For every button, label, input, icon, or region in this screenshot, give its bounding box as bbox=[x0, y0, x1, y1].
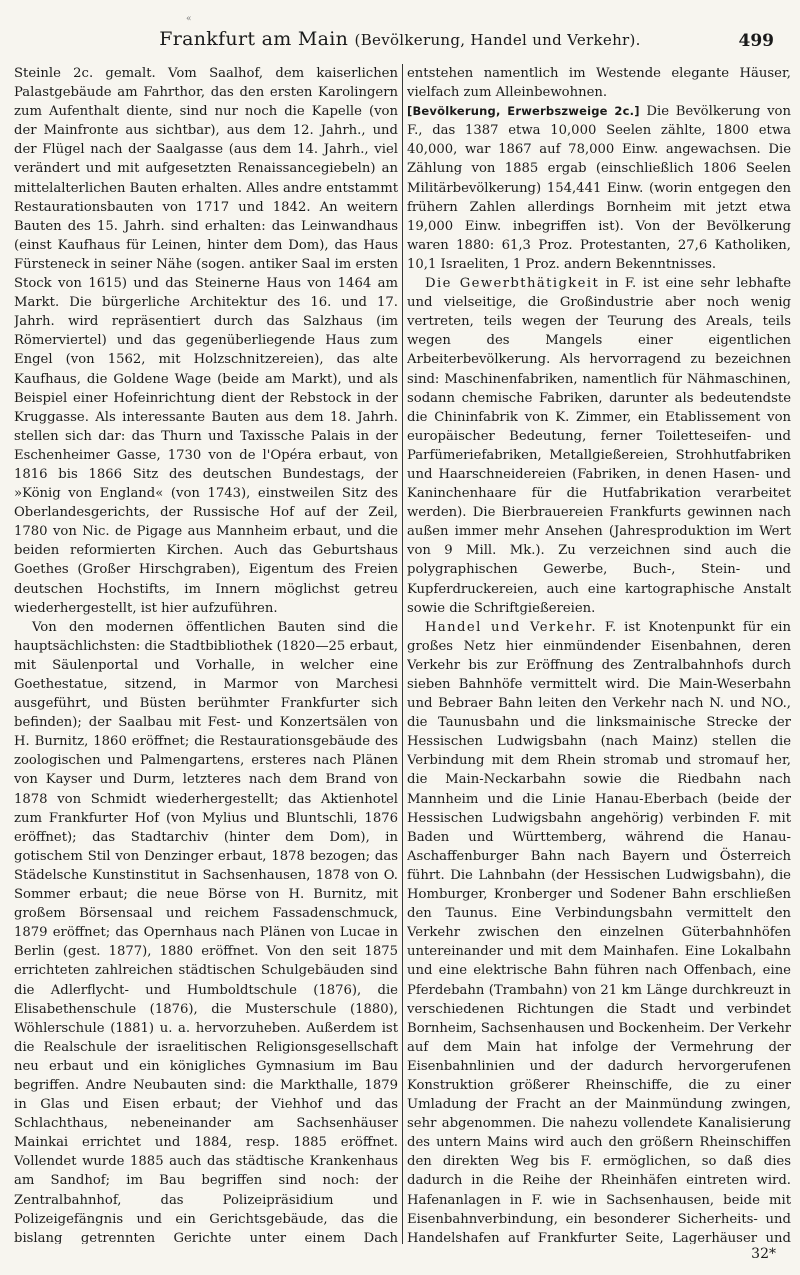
running-header bbox=[0, 28, 800, 64]
paragraph-modern-buildings: Von den modernen öffentlichen Bauten sind die hauptsächlichsten: die Stadtbibliothek (1820—25 erbaut, mit Säulenportal und Vorhalle, in welcher eine Goethestatue, sitzend, in Marmor von Marchesi ausgeführt, und Büsten berühmter Frankfurter sich befinden); der Saalbau mit Fest- und Konzertsälen von H. Burnitz, 1860 eröffnet; die Restaurationsgebäude des zoologischen und Palmengartens, ersteres nach Plänen von Kayser und Durm, letzteres nach dem Brand von 1878 von Schmidt wiederhergestellt; das Aktienhotel zum Frankfurter Hof (von Mylius und Bluntschli, 1876 eröffnet); das Stadtarchiv (hinter dem Dom), in gotischem Stil von Denzinger erbaut, 1878 bezogen; das Städelsche Kunstinstitut in Sachsenhausen, 1878 von O. Sommer erbaut; die neue Börse von H. Burnitz, mit großem Börsensaal und reichem Fassadenschmuck, 1879 eröffnet; das Opernhaus nach Plänen von Lucae in Berlin (gest. 1877), 1880 eröffnet. Von den seit 1875 errichteten zahlreichen städtischen Schulgebäuden sind die Adlerflycht- und Humboldtschule (1876), die Elisabethenschule (1876), die Musterschule (1880), Wöhlerschule (1881) u. a. hervorzuheben. Außerdem ist die Realschule der israelitischen Religionsgesellschaft neu erbaut und ein königliches Gymnasium im Bau begriffen. Andre Neubauten sind: die Markthalle, 1879 in Glas und Eisen erbaut; der Viehhof und das Schlachthaus, nebeneinander am Sachsenhäuser Mainkai errichtet und 1884, resp. 1885 eröffnet. Vollendet wurde 1885 auch das städtische Krankenhaus am Sandhof; im Bau begriffen sind noch: der Zentralbahnhof, das Polizeipräsidium und Polizeigefängnis und ein Gerichtsgebäude, das die bislang getrennten Gerichte unter einem Dach bbox=[14, 619, 398, 1244]
left-column bbox=[14, 64, 398, 1244]
page-title-main: Frankfurt am Main bbox=[159, 28, 349, 50]
signature-mark: 32* bbox=[751, 1246, 776, 1262]
paragraph-westend: entstehen namentlich im Westende elegante Häuser, vielfach zum Alleinbewohnen. bbox=[407, 66, 791, 101]
paragraph-industry bbox=[407, 274, 791, 618]
right-column bbox=[407, 64, 791, 1244]
paragraph-industry-text: in F. ist eine sehr lebhafte und vielseitige, die Großindustrie aber noch wenig vertreten, teils wegen der Teurung des Areals, teils wegen des Mangels einer eigentlichen Arbeiterbevölkerung. Als hervorragend zu bezeichnen sind: Maschinenfabriken, namentlich für Nähmaschinen, sodann chemische Fabriken, darunter als bedeutendste die Chininfabrik von K. Zimmer, ein Etablissement von europäischer Bedeutung, ferner Toiletteseifen- und Parfümeriefabriken, Metallgießereien, Strohhutfabriken und Haarschneidereien (Fabriken, in denen Hasen- und Kaninchenhaare für die Hutfabrikation verarbeitet werden). Die Bierbrauereien Frankfurts gewinnen nach außen immer mehr Ansehen (Jahresproduktion im Wert von 9 Mill. Mk.). Zu verzeichnen sind auch die polygraphischen Gewerbe, Buch-, Stein- und Kupferdruckereien, auch eine kartographische Anstalt sowie die Schriftgießereien. bbox=[407, 276, 791, 616]
paragraph-old-buildings: Steinle 2c. gemalt. Vom Saalhof, dem kaiserlichen Palastgebäude am Fahrthor, das den ersten Karolingern zum Aufenthalt diente, sind nur noch die Kapelle (von der Mainfronte aus sichtbar), aus dem 12. Jahrh., und der Flügel nach der Saalgasse (aus dem 14. Jahrh., viel verändert und mit aufgesetzten Renaissancegiebeln) an mittelalterlichen Bauten erhalten. Alles andre entstammt Restaurationsbauten von 1717 und 1842. An weitern Bauten des 15. Jahrh. sind erhalten: das Leinwandhaus (einst Kaufhaus für Leinen, hinter dem Dom), das Haus Fürsteneck in seiner Nähe (sogen. antiker Saal im ersten Stock von 1615) und das Steinerne Haus von 1464 am Markt. Die bürgerliche Architektur des 16. und 17. Jahrh. wird repräsentiert durch das Salzhaus (im Römerviertel) und das gegenüberliegende Haus zum Engel (von 1562, mit Holzschnitzereien), das alte Kaufhaus, die Goldene Wage (beide am Markt), und als Beispiel einer Hofeinrichtung dient der Rebstock in der Kruggasse. Als interessante Bauten aus dem 18. Jahrh. stellen sich dar: das Thurn und Taxissche Palais in der Eschenheimer Gasse, 1730 von de l'Opéra erbaut, von 1816 bis 1866 Sitz des deutschen Bundestags, der »König von England« (von 1743), einstweilen Sitz des Oberlandesgerichts, der Russische Hof auf der Zeil, 1780 von Nic. de Pigage aus Mannheim erbaut, und die beiden reformierten Kirchen. Auch das Geburtshaus Goethes (Großer Hirschgraben), Eigentum des Freien deutschen Hochstifts, im Innern möglichst getreu wiederhergestellt, ist hier aufzuführen. bbox=[14, 66, 398, 616]
paragraph-population-text: Die Bevölkerung von F., das 1387 etwa 10,000 Seelen zählte, 1800 etwa 40,000, war 1867 auf 78,000 Einw. angewachsen. Die Zählung von 1885 ergab (einschließlich 1806 Seelen Militärbevölkerung) 154,441 Einw. (worin entgegen den frühern Zahlen allerdings Bornheim mit jetzt etwa 19,000 Einw. inbegriffen ist). Von der Bevölkerung waren 1880: 61,3 Proz. Protestanten, 27,6 Katholiken, 10,1 Israeliten, 1 Proz. andern Bekenntnisses. bbox=[407, 104, 791, 272]
paragraph-trade bbox=[407, 618, 791, 1244]
paragraph-trade-text: F. ist Knotenpunkt für ein großes Netz hier einmündender Eisenbahnen, deren Verkehr bis zur Eröffnung des Zentralbahnhofs durch sieben Bahnhöfe vermittelt wird. Die Main-Weserbahn und Bebraer Bahn leiten den Verkehr nach N. und NO., die Taunusbahn und die linksmainische Strecke der Hessischen Ludwigsbahn (nach Mainz) stellen die Verbindung mit dem Rhein stromab und stromauf her, die Main-Neckarbahn sowie die Riedbahn nach Mannheim und die Linie Hanau-Eberbach (beide der Hessischen Ludwigsbahn angehörig) verbinden F. mit Baden und Württemberg, während die Hanau-Aschaffenburger Bahn nach Bayern und Österreich führt. Die Lahnbahn (der Hessischen Ludwigsbahn), die Homburger, Kronberger und Sodener Bahn erschließen den Taunus. Eine Verbindungsbahn vermittelt den Verkehr zwischen den einzelnen Güterbahnhöfen untereinander und mit dem Mainhafen. Eine Lokalbahn und eine elektrische Bahn führen nach Offenbach, eine Pferdebahn (Trambahn) von 21 km Länge durchkreuzt in verschiedenen Richtungen die Stadt und verbindet Bornheim, Sachsenhausen und Bockenheim. Der Verkehr auf dem Main hat infolge der Vermehrung der Eisenbahnlinien und der dadurch hervorgerufenen Konstruktion größerer Rheinschiffe, die zu einer Umladung der Fracht an der Mainmündung zwingen, sehr abgenommen. Die nahezu vollendete Kanalisierung des untern Mains wird auch den größern Rheinschiffen den direkten Weg bis F. ermöglichen, so daß dies dadurch in die Reihe der Rheinhäfen eintreten wird. Hafenanlagen in F. wie in Sachsenhausen, beide mit Eisenbahnverbindung, ein besonderer Sicherheits- und Handelshafen auf Frankfurter Seite, Lagerhäuser und bbox=[407, 619, 791, 1244]
page-number: 499 bbox=[738, 31, 774, 51]
printer-mark: « bbox=[186, 14, 192, 24]
column-divider bbox=[402, 64, 403, 1244]
text-columns bbox=[14, 64, 789, 1244]
page-title bbox=[0, 28, 800, 50]
page-title-subtitle: (Bevölkerung, Handel und Verkehr). bbox=[354, 31, 641, 49]
section-label-trade: Handel und Verkehr. bbox=[425, 619, 597, 635]
section-label-population: [Bevölkerung, Erwerbszweige 2c.] bbox=[407, 104, 640, 119]
section-label-industry: Die Gewerbthätigkeit bbox=[425, 276, 600, 292]
paragraph-population bbox=[407, 102, 791, 274]
